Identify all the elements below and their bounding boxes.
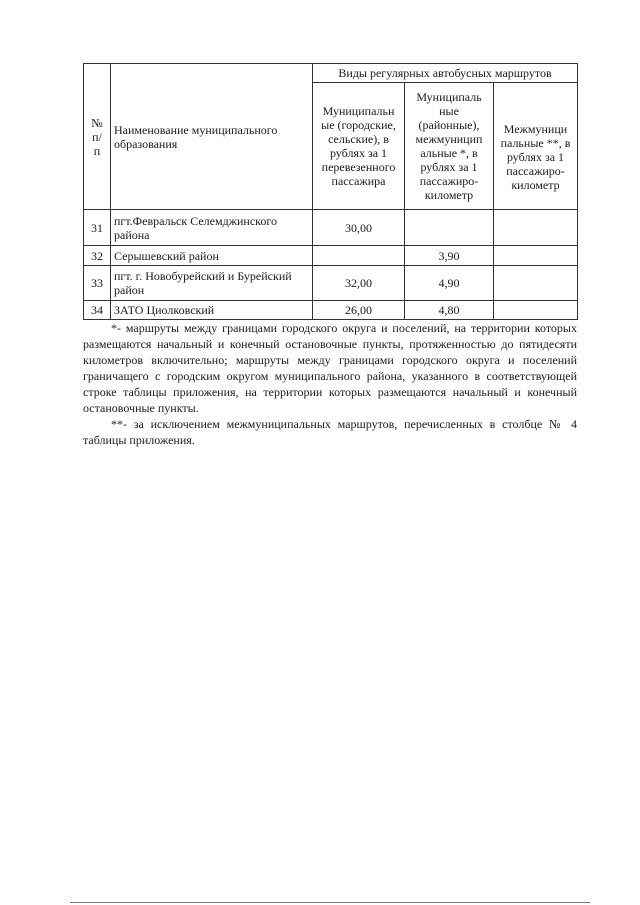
header-row-number: № п/ п <box>84 64 111 210</box>
row-number: 34 <box>84 301 111 320</box>
row-intermun-rate <box>494 210 578 246</box>
table-header-row-1 <box>84 64 578 83</box>
row-number: 33 <box>84 266 111 301</box>
footnotes <box>83 320 577 448</box>
row-district-rate: 3,90 <box>405 246 494 266</box>
row-city-rate: 32,00 <box>313 266 405 301</box>
footnote-single-star: *- маршруты между границами городского округа и поселений, на территории которых размещаются начальный и конечный остановочные пункты, протяженностью до пятидесяти километров включительно; маршруты между границами городского округа и поселений граничащего с городским округом муниципального района, указанного в соответствующей строке таблицы приложения, на территории которых размещаются начальный и конечный остановочные пункты. <box>83 321 577 415</box>
header-route-types: Виды регулярных автобусных маршрутов <box>313 64 578 83</box>
header-municipal-city-routes: Муниципальн ые (городские, сельские), в рублях за 1 перевезенного пассажира <box>313 83 405 210</box>
row-intermun-rate <box>494 301 578 320</box>
row-intermun-rate <box>494 266 578 301</box>
row-city-rate: 26,00 <box>313 301 405 320</box>
footnote-double-star: **- за исключением межмуниципальных маршрутов, перечисленных в столбце № 4 таблицы приложения. <box>83 417 577 447</box>
row-number: 32 <box>84 246 111 266</box>
row-intermun-rate <box>494 246 578 266</box>
header-municipality-name: Наименование муниципального образования <box>111 64 313 210</box>
row-city-rate <box>313 246 405 266</box>
row-district-rate: 4,80 <box>405 301 494 320</box>
row-district-rate <box>405 210 494 246</box>
table-row <box>84 210 578 246</box>
row-city-rate: 30,00 <box>313 210 405 246</box>
row-municipality: пгт. г. Новобурейский и Бурейский район <box>111 266 313 301</box>
table-row <box>84 266 578 301</box>
row-municipality: ЗАТО Циолковский <box>111 301 313 320</box>
row-number: 31 <box>84 210 111 246</box>
header-intermunicipal-routes: Межмуници пальные **, в рублях за 1 пассажиро- километр <box>494 83 578 210</box>
tariff-table <box>83 63 578 320</box>
table-row <box>84 301 578 320</box>
row-municipality: пгт.Февральск Селемджинского района <box>111 210 313 246</box>
table-row <box>84 246 578 266</box>
scan-bottom-edge <box>70 902 590 903</box>
row-district-rate: 4,90 <box>405 266 494 301</box>
header-district-routes: Муниципаль ные (районные), межмуницип альные *, в рублях за 1 пассажиро- километр <box>405 83 494 210</box>
row-municipality: Серышевский район <box>111 246 313 266</box>
